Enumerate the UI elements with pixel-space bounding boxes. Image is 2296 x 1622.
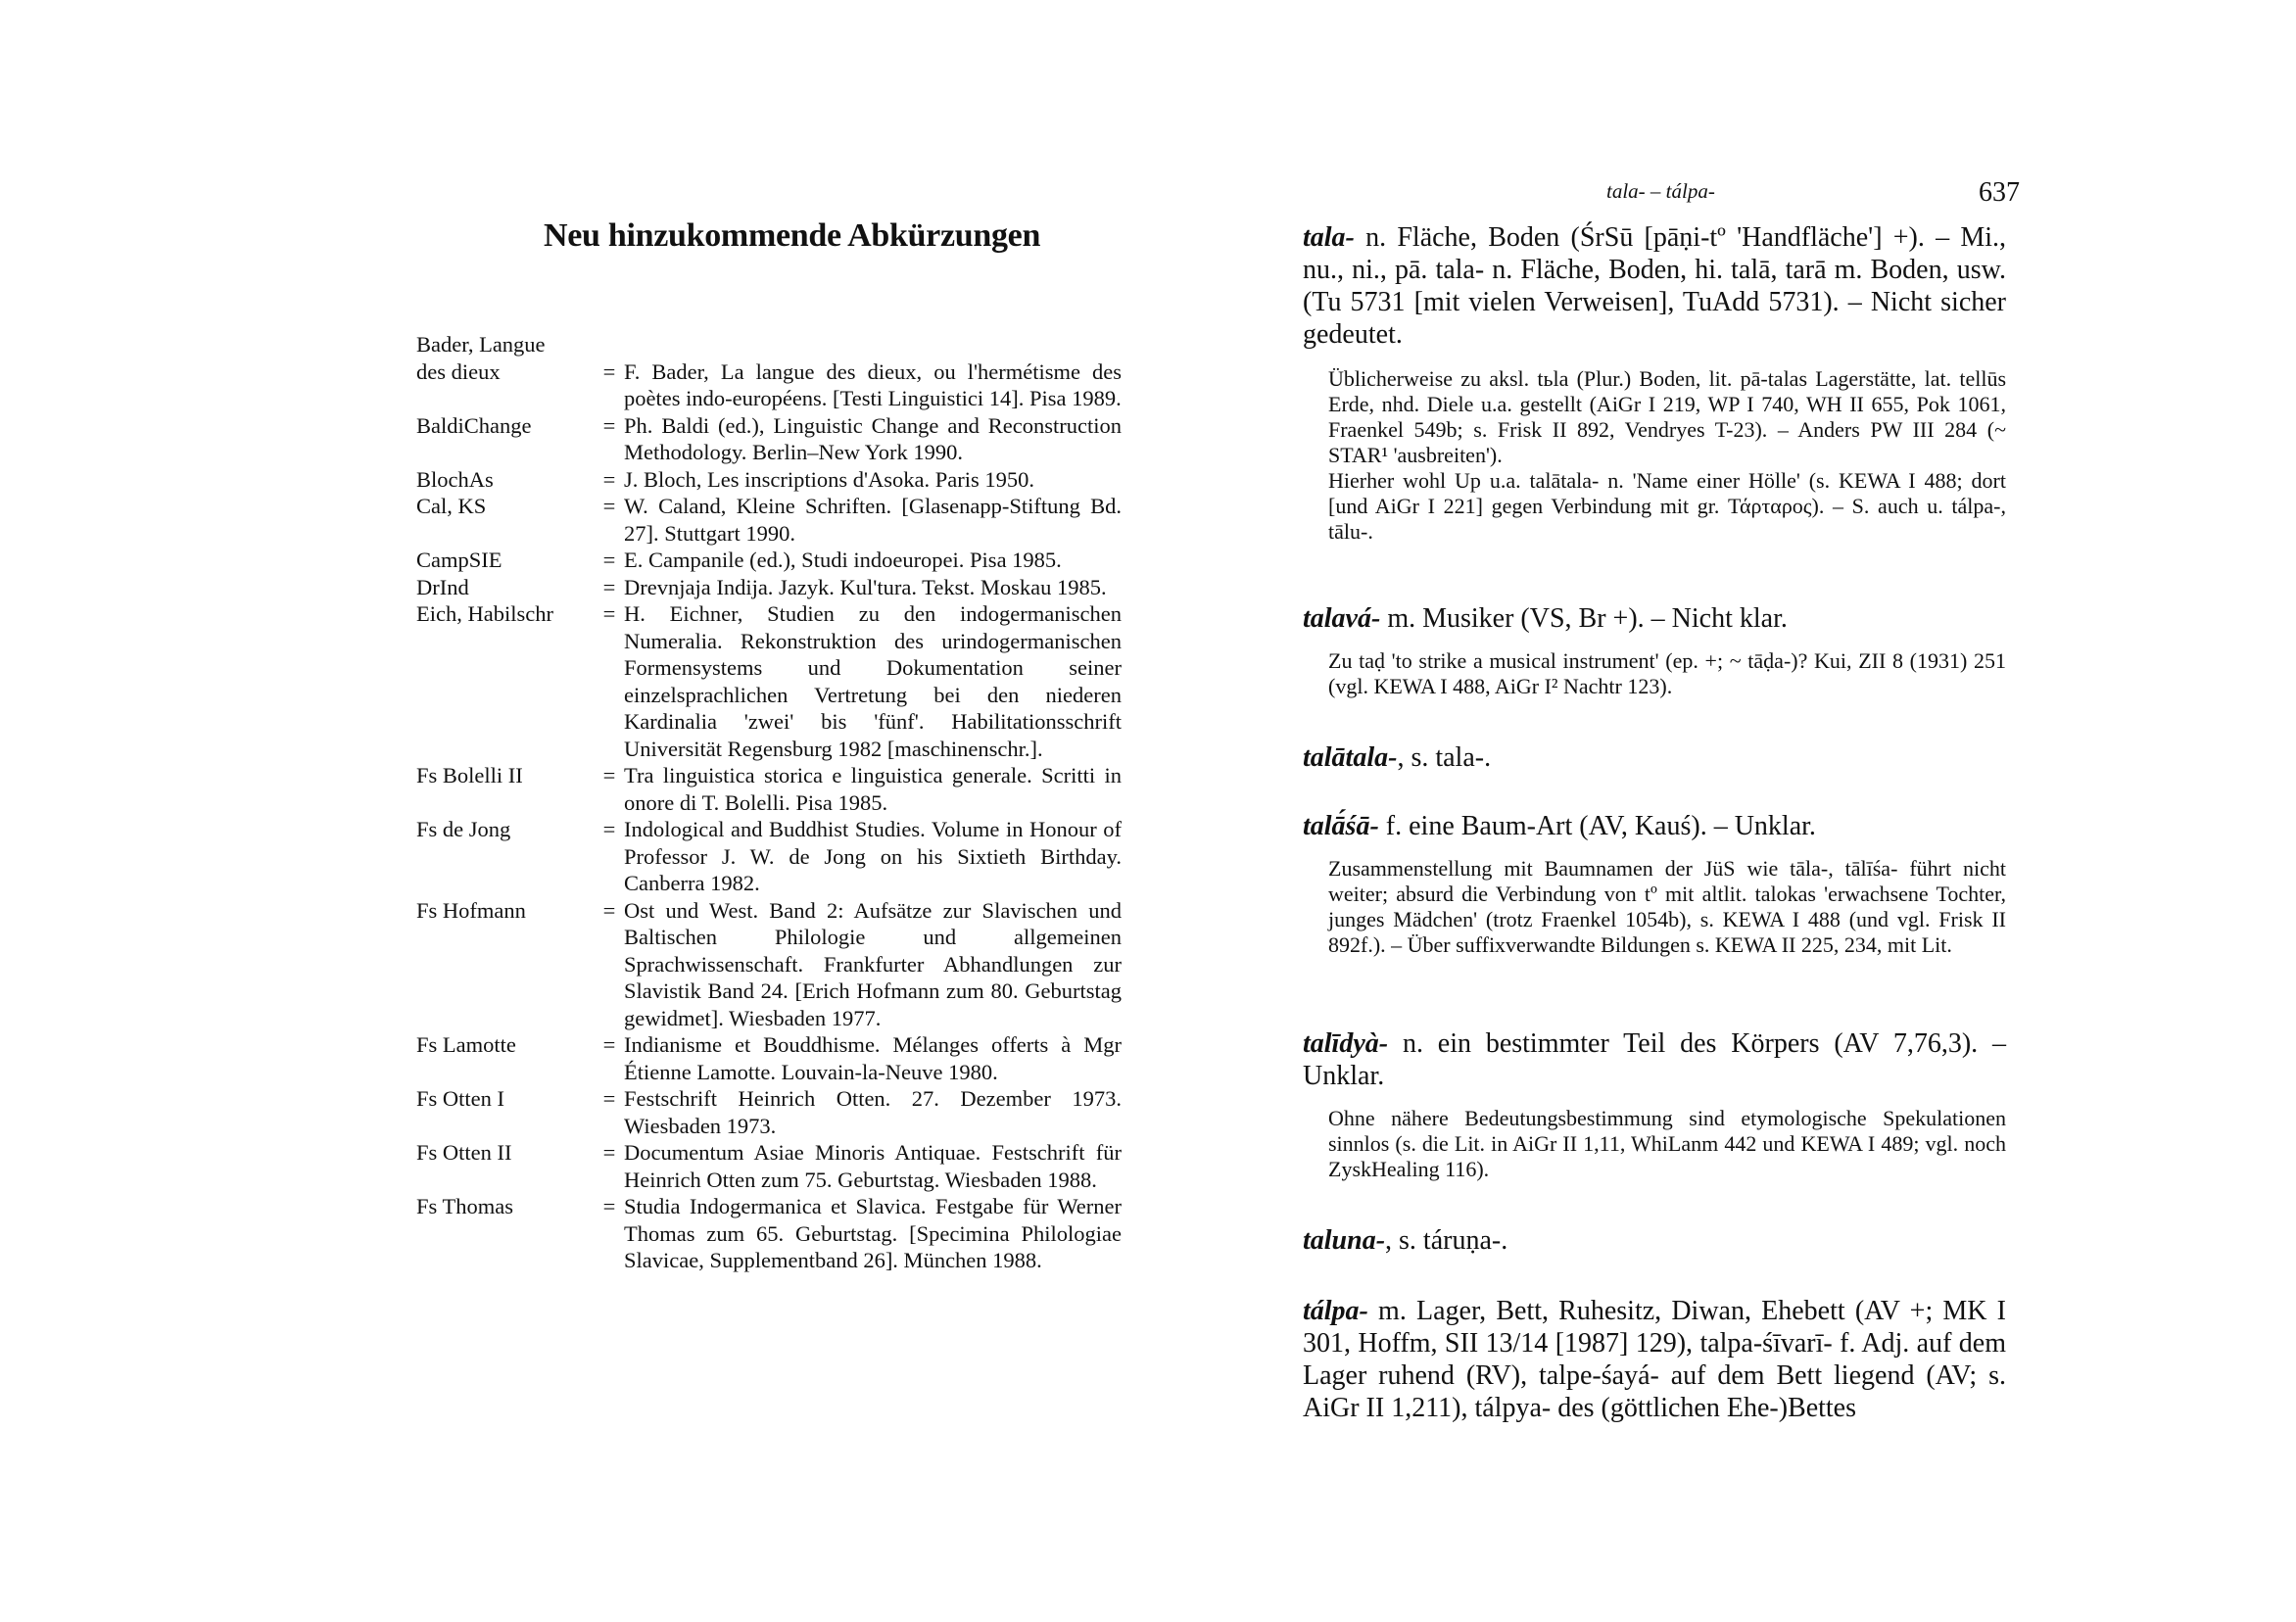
equals-sign: = <box>602 1194 616 1218</box>
abbreviation-row <box>416 762 1122 816</box>
abbreviations-title: Neu hinzukommende Abkürzungen <box>544 217 1041 254</box>
entry-note: Zu taḍ 'to strike a musical instrument' (ep. +; ~ tāḍa-)? Kui, ZII 8 (1931) 251 (vgl. KEWA I 488, AiGr I² Nachtr 123). <box>1328 648 2006 698</box>
abbreviation-key: Fs Lamotte <box>416 1032 516 1057</box>
abbreviation-definition: Documentum Asiae Minoris Antiquae. Festschrift für Heinrich Otten zum 75. Geburtstag. Wiesbaden 1988. <box>624 1140 1122 1192</box>
equals-sign: = <box>602 1140 616 1165</box>
entry-definition: n. Fläche, Boden (ŚrSū [pāṇi-tº 'Handfläche'] +). – Mi., nu., ni., pā. tala- n. Fläche, Boden, hi. talā, tarā m. Boden, usw. (Tu 5731 [mit vielen Verweisen], TuAdd 5731). – Nicht sicher gedeutet. <box>1303 222 2006 350</box>
entry-note: Üblicherweise zu aksl. tьla (Plur.) Boden, lit. pā-talas Lagerstätte, lat. tellūs Erde, nhd. Diele u.a. gestellt (AiGr I 219, WP I 740, WH II 655, Pok 1061, Fraenkel 549b; s. Frisk II 892, Vendryes T-23). – Anders PW III 284 (~ STAR¹ 'ausbreiten'). <box>1328 366 2006 467</box>
entry-note: Ohne nähere Bedeutungsbestimmung sind etymologische Spekulationen sinnlos (s. die Lit. in AiGr II 1,11, WhiLanm 442 und KEWA I 489; vgl. noch ZyskHealing 116). <box>1328 1106 2006 1181</box>
abbreviation-row <box>416 574 1122 601</box>
equals-sign: = <box>602 817 616 841</box>
equals-sign: = <box>602 494 616 518</box>
abbreviation-key: Fs Hofmann <box>416 897 526 923</box>
equals-sign: = <box>602 574 616 599</box>
dictionary-entry <box>1303 810 2006 958</box>
abbreviation-definition: E. Campanile (ed.), Studi indoeuropei. Pisa 1985. <box>624 548 1062 572</box>
equals-sign: = <box>602 601 616 626</box>
entry-main-text <box>1303 810 2006 842</box>
abbreviation-row <box>416 1193 1122 1274</box>
abbreviation-row <box>416 331 1122 412</box>
entry-main-text <box>1303 1224 2006 1257</box>
abbreviation-row <box>416 816 1122 897</box>
abbreviation-row <box>416 897 1122 1032</box>
entry-definition: m. Lager, Bett, Ruhesitz, Diwan, Ehebett (AV +; MK I 301, Hoffm, SII 13/14 [1987] 129), talpa-śīvarī- f. Adj. auf dem Lager ruhend (RV), talpe-śayá- auf dem Bett liegend (AV; s. AiGr II 1,211), tálpya- des (göttlichen Ehe-)Bettes <box>1303 1296 2006 1423</box>
entry-main-text <box>1303 1027 2006 1092</box>
abbreviation-definition: Indianisme et Bouddhisme. Mélanges offerts à Mgr Étienne Lamotte. Louvain-la-Neuve 1980. <box>624 1032 1122 1084</box>
entry-main-text <box>1303 741 2006 774</box>
equals-sign: = <box>602 1086 616 1111</box>
abbreviation-definition: W. Caland, Kleine Schriften. [Glasenapp-Stiftung Bd. 27]. Stuttgart 1990. <box>624 494 1122 546</box>
entry-main-text <box>1303 1295 2006 1424</box>
abbreviation-row <box>416 1085 1122 1139</box>
entry-main-text <box>1303 221 2006 351</box>
entry-definition: f. eine Baum-Art (AV, Kauś). – Unklar. <box>1378 811 1816 841</box>
entry-definition: n. ein bestimmter Teil des Körpers (AV 7,76,3). – Unklar. <box>1303 1028 2006 1091</box>
entry-lemma: tálpa- <box>1303 1296 1368 1326</box>
abbreviation-definition: Ph. Baldi (ed.), Linguistic Change and Reconstruction Methodology. Berlin–New York 1990. <box>624 412 1122 464</box>
abbreviation-definition: Drevnjaja Indija. Jazyk. Kul'tura. Tekst. Moskau 1985. <box>624 574 1107 599</box>
abbreviations-list <box>416 331 1122 1274</box>
dictionary-entry <box>1303 741 2006 774</box>
abbreviation-key: BlochAs <box>416 466 494 492</box>
equals-sign: = <box>602 466 616 492</box>
abbreviation-definition: Festschrift Heinrich Otten. 27. Dezember 1973. Wiesbaden 1973. <box>624 1086 1122 1138</box>
dictionary-entry <box>1303 1027 2006 1182</box>
abbreviation-key: Fs de Jong <box>416 817 511 841</box>
abbreviation-key: DrInd <box>416 574 469 599</box>
abbreviation-key: Fs Otten I <box>416 1086 504 1111</box>
abbreviation-row <box>416 600 1122 762</box>
abbreviation-definition: Studia Indogermanica et Slavica. Festgabe für Werner Thomas zum 65. Geburtstag. [Specimina Philologiae Slavicae, Supplementband 26]. München 1988. <box>624 1194 1122 1272</box>
entry-definition: m. Musiker (VS, Br +). – Nicht klar. <box>1380 603 1788 634</box>
equals-sign: = <box>602 548 616 572</box>
abbreviation-definition: Tra linguistica storica e linguistica generale. Scritti in onore di T. Bolelli. Pisa 1985. <box>624 763 1122 815</box>
entry-lemma: talātala- <box>1303 742 1398 773</box>
abbreviation-key: Fs Otten II <box>416 1140 512 1165</box>
abbreviation-key: Fs Thomas <box>416 1194 513 1218</box>
dictionary-entry <box>1303 221 2006 545</box>
entry-definition: , s. tala-. <box>1397 742 1492 773</box>
entry-definition: , s. táruṇa-. <box>1385 1225 1508 1256</box>
page-number: 637 <box>1979 177 2020 208</box>
equals-sign: = <box>602 412 616 438</box>
abbreviation-key: Fs Bolelli II <box>416 763 523 787</box>
entry-lemma: talā́śā- <box>1303 811 1379 841</box>
equals-sign: = <box>602 897 616 923</box>
abbreviation-key: Bader, Langue des dieux <box>416 332 546 384</box>
entry-lemma: taluna- <box>1303 1225 1386 1256</box>
abbreviation-row <box>416 1139 1122 1193</box>
abbreviation-key: CampSIE <box>416 548 502 572</box>
entry-lemma: tala- <box>1303 222 1355 253</box>
abbreviation-row <box>416 493 1122 547</box>
equals-sign: = <box>602 358 616 384</box>
dictionary-entry <box>1303 1224 2006 1257</box>
abbreviation-definition: H. Eichner, Studien zu den indogermanischen Numeralia. Rekonstruktion des urindogermanischen Formensystems und Dokumentation seiner einzelsprachlichen Vertretung bei den niederen Kardinalia 'zwei' bis 'fünf'. Habilitationsschrift Universität Regensburg 1982 [maschinenschr.]. <box>624 601 1122 761</box>
entry-note: Hierher wohl Up u.a. talātala- n. 'Name einer Hölle' (s. KEWA I 488; dort [und AiGr I 221] gegen Verbindung mit gr. Τάρταρος). – S. auch u. tálpa-, tālu-. <box>1328 468 2006 544</box>
abbreviation-definition: J. Bloch, Les inscriptions d'Asoka. Paris 1950. <box>624 466 1035 492</box>
abbreviation-definition: Indological and Buddhist Studies. Volume in Honour of Professor J. W. de Jong on his Sixtieth Birthday. Canberra 1982. <box>624 817 1122 895</box>
dictionary-entry <box>1303 1295 2006 1424</box>
abbreviation-key: Cal, KS <box>416 494 487 518</box>
entry-lemma: talavá- <box>1303 603 1381 634</box>
equals-sign: = <box>602 1032 616 1057</box>
abbreviation-row <box>416 412 1122 466</box>
abbreviation-row <box>416 1031 1122 1085</box>
abbreviation-definition: F. Bader, La langue des dieux, ou l'hermétisme des poètes indo-européens. [Testi Linguistici 14]. Pisa 1989. <box>624 358 1122 410</box>
abbreviation-key: Eich, Habilschr <box>416 601 553 626</box>
abbreviation-definition: Ost und West. Band 2: Aufsätze zur Slavischen und Baltischen Philologie und allgemeinen Sprachwissenschaft. Frankfurter Abhandlungen zur Slavistik Band 24. [Erich Hofmann zum 80. Geburtstag gewidmet]. Wiesbaden 1977. <box>624 897 1122 1030</box>
dictionary-entry <box>1303 602 2006 699</box>
abbreviation-row <box>416 547 1122 574</box>
running-head: tala- – tálpa- <box>1606 179 1715 203</box>
entry-note: Zusammenstellung mit Baumnamen der JüS wie tāla-, tālīśa- führt nicht weiter; absurd die Verbindung von tº mit altlit. talokas 'erwachsene Tochter, junges Mädchen' (trotz Fraenkel 1054b), s. KEWA I 488 (und vgl. Frisk II 892f.). – Über suffixverwandte Bildungen s. KEWA II 225, 234, mit Lit. <box>1328 856 2006 957</box>
abbreviation-row <box>416 466 1122 494</box>
entry-lemma: talīdyà- <box>1303 1028 1389 1059</box>
entry-main-text <box>1303 602 2006 635</box>
equals-sign: = <box>602 763 616 787</box>
abbreviation-key: BaldiChange <box>416 412 532 438</box>
